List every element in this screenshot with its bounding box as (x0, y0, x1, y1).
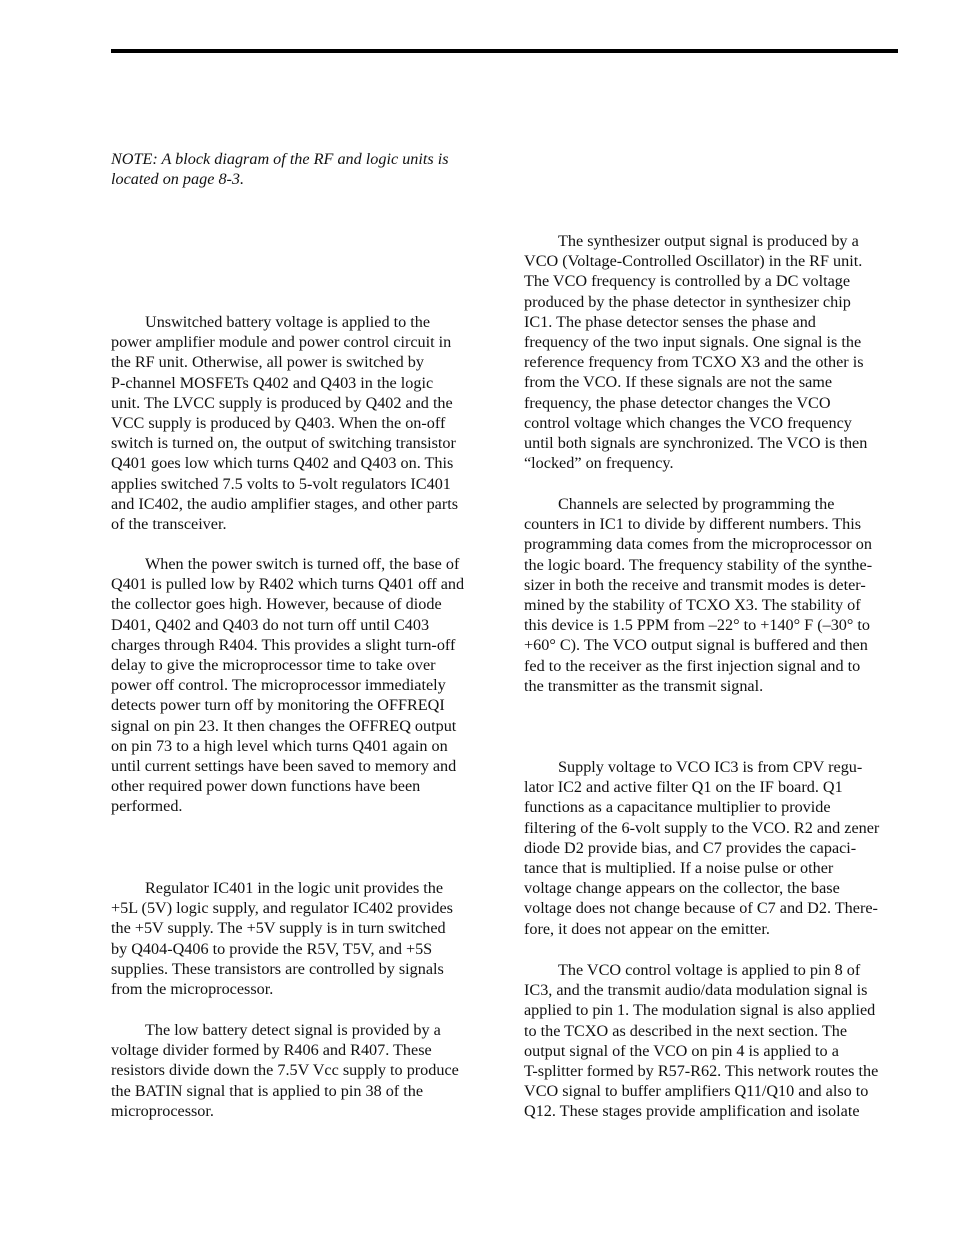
text-line: Channels are selected by programming the (558, 495, 835, 513)
paragraph-synthesizer-vco (524, 231, 900, 473)
text-line: tance that is multiplied. If a noise pulse or other (524, 859, 834, 878)
text-line: +60° C). The VCO output signal is buffered and then (524, 636, 868, 655)
text-line: The low battery detect signal is provided by a (145, 1021, 441, 1039)
text-line: VCO (Voltage-Controlled Oscillator) in the RF unit. (524, 252, 863, 271)
text-line: the BATIN signal that is applied to pin 38 of the (111, 1081, 424, 1100)
text-line: signal on pin 23. It then changes the OFFREQ output (111, 716, 457, 735)
text-line: IC3, and the transmit audio/data modulation signal is (524, 981, 868, 1000)
text-line: IC1. The phase detector senses the phase and (524, 312, 816, 331)
text-line: Q401 is pulled low by R402 which turns Q401 off and (111, 575, 465, 594)
text-line: output signal of the VCO on pin 4 is applied to a (524, 1041, 839, 1060)
paragraph-vco-supply (524, 757, 900, 939)
text-line: frequency, the phase detector changes the VCO (524, 393, 831, 412)
text-line: on pin 73 to a high level which turns Q401 again on (111, 736, 448, 755)
text-line: the transmitter as the transmit signal. (524, 676, 764, 695)
text-line: from the microprocessor. (111, 980, 274, 999)
text-line: of the transceiver. (111, 515, 227, 534)
text-line: mined by the stability of TCXO X3. The stability of (524, 596, 861, 615)
paragraph-vco-control (524, 960, 900, 1122)
note-line-1: NOTE: A block diagram of the RF and logic units is (111, 150, 449, 168)
text-line: supplies. These transistors are controlled by signals (111, 959, 444, 978)
text-line: diode D2 provide bias, and C7 provides the capaci- (524, 838, 857, 857)
text-line: from the VCO. If these signals are not the same (524, 373, 833, 392)
paragraph-channel-selection (524, 494, 900, 696)
text-line: and IC402, the audio amplifier stages, and other parts (111, 494, 459, 513)
text-line: P-channel MOSFETs Q402 and Q403 in the logic (111, 373, 434, 392)
paragraph-low-battery (111, 1020, 485, 1121)
text-line: power amplifier module and power control circuit in (111, 333, 452, 352)
text-line: Regulator IC401 in the logic unit provides the (145, 879, 444, 897)
text-line: programming data comes from the microprocessor on (524, 535, 872, 554)
text-line: filtering of the 6-volt supply to the VCO. R2 and zener (524, 818, 880, 837)
text-line: control voltage which changes the VCO frequency (524, 413, 852, 432)
text-line: the collector goes high. However, because of diode (111, 595, 442, 614)
text-line: lator IC2 and active filter Q1 on the IF board. Q1 (524, 778, 843, 797)
text-line: switch is turned on, the output of switching transistor (111, 434, 456, 453)
text-line: D401, Q402 and Q403 do not turn off until C403 (111, 615, 430, 634)
text-line: voltage change appears on the collector, the base (524, 879, 840, 898)
text-line: voltage does not change because of C7 and D2. There- (524, 899, 878, 918)
text-line: produced by the phase detector in synthesizer chip (524, 292, 851, 311)
text-line: power off control. The microprocessor immediately (111, 676, 446, 695)
text-line: performed. (111, 797, 183, 816)
text-line: Unswitched battery voltage is applied to the (145, 313, 431, 331)
text-line: The VCO frequency is controlled by a DC voltage (524, 272, 851, 291)
text-line: counters in IC1 to divide by different numbers. This (524, 515, 862, 534)
text-line: to the TCXO as described in the next section. The (524, 1021, 848, 1040)
text-line: VCC supply is produced by Q403. When the on-off (111, 414, 446, 433)
text-line: until current settings have been saved to memory and (111, 757, 457, 776)
text-line: reference frequency from TCXO X3 and the other is (524, 353, 864, 372)
text-line: until both signals are synchronized. The VCO is then (524, 434, 868, 453)
note-line-2: located on page 8-3. (111, 170, 245, 189)
text-line: frequency of the two input signals. One signal is the (524, 333, 862, 352)
text-line: charges through R404. This provides a slight turn-off (111, 635, 456, 654)
text-line: delay to give the microprocessor time to take over (111, 656, 436, 675)
text-line: Q401 goes low which turns Q402 and Q403 on. This (111, 454, 454, 473)
text-line: sizer in both the receive and transmit modes is deter- (524, 575, 866, 594)
block-diagram-note (111, 149, 481, 190)
text-line: detects power turn off by monitoring the OFFREQI (111, 696, 445, 715)
text-line: applied to pin 1. The modulation signal is also applied (524, 1001, 876, 1020)
text-line: fore, it does not appear on the emitter. (524, 919, 770, 938)
text-line: by Q404-Q406 to provide the R5V, T5V, and +5S (111, 939, 433, 958)
paragraph-power-off (111, 554, 485, 817)
text-line: functions as a capacitance multiplier to provide (524, 798, 831, 817)
text-line: “locked” on frequency. (524, 454, 674, 473)
paragraph-power-switching (111, 312, 485, 534)
text-line: microprocessor. (111, 1101, 214, 1120)
text-line: T-splitter formed by R57-R62. This network routes the (524, 1062, 879, 1081)
header-rule (111, 49, 898, 53)
text-line: resistors divide down the 7.5V Vcc supply to produce (111, 1061, 459, 1080)
text-line: The VCO control voltage is applied to pin 8 of (558, 961, 861, 979)
text-line: Supply voltage to VCO IC3 is from CPV regu- (558, 758, 863, 776)
text-line: applies switched 7.5 volts to 5-volt regulators IC401 (111, 474, 451, 493)
text-line: VCO signal to buffer amplifiers Q11/Q10 and also to (524, 1082, 869, 1101)
text-line: unit. The LVCC supply is produced by Q402 and the (111, 393, 453, 412)
text-line: the +5V supply. The +5V supply is in turn switched (111, 919, 446, 938)
text-line: the logic board. The frequency stability of the synthe- (524, 555, 873, 574)
text-line: fed to the receiver as the first injection signal and to (524, 656, 861, 675)
text-line: +5L (5V) logic supply, and regulator IC402 provides (111, 899, 453, 918)
text-line: the RF unit. Otherwise, all power is switched by (111, 353, 424, 372)
text-line: this device is 1.5 PPM from –22° to +140° F (–30° to (524, 616, 871, 635)
text-line: When the power switch is turned off, the base of (145, 555, 460, 573)
text-line: voltage divider formed by R406 and R407. These (111, 1041, 432, 1060)
paragraph-regulators (111, 878, 485, 999)
text-line: other required power down functions have been (111, 777, 421, 796)
text-line: The synthesizer output signal is produced by a (558, 232, 859, 250)
text-line: Q12. These stages provide amplification and isolate (524, 1102, 860, 1121)
